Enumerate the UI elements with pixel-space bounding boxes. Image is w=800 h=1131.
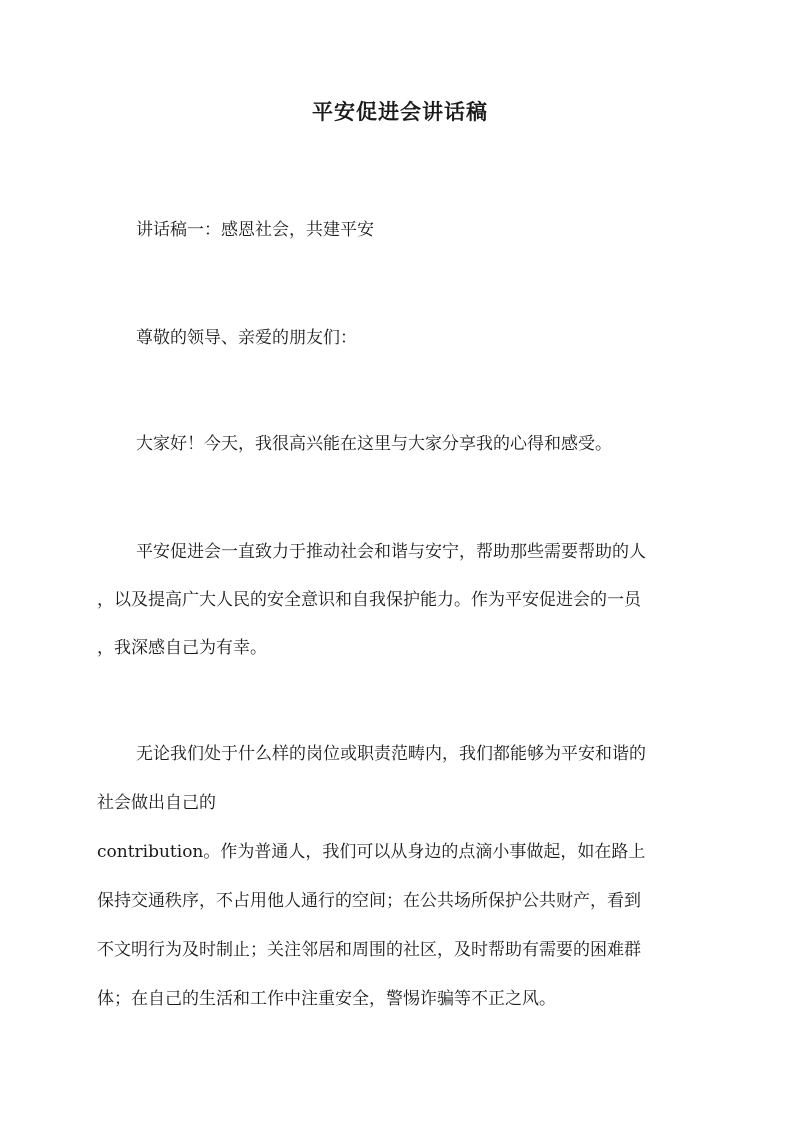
paragraph-line: 保持交通秩序，不占用他人通行的空间；在公共场所保护公共财产，看到 <box>97 891 641 911</box>
paragraph-line: 不文明行为及时制止；关注邻居和周围的社区，及时帮助有需要的困难群 <box>97 940 641 960</box>
salutation: 尊敬的领导、亲爱的朋友们： <box>136 328 357 348</box>
paragraph-line: 无论我们处于什么样的岗位或职责范畴内，我们都能够为平安和谐的 <box>136 744 646 764</box>
paragraph-line: ，我深感自己为有幸。 <box>97 638 267 658</box>
paragraph-line: ，以及提高广大人民的安全意识和自我保护能力。作为平安促进会的一员 <box>97 590 641 610</box>
paragraph-line: 社会做出自己的 <box>97 793 216 813</box>
paragraph-line: contribution。作为普通人，我们可以从身边的点滴小事做起，如在路上 <box>97 842 646 862</box>
paragraph-line: 体；在自己的生活和工作中注重安全，警惕诈骗等不正之风。 <box>97 989 556 1009</box>
speech-subtitle: 讲话稿一：感恩社会，共建平安 <box>136 220 374 240</box>
greeting-paragraph: 大家好！今天，我很高兴能在这里与大家分享我的心得和感受。 <box>136 434 612 454</box>
document-title: 平安促进会讲话稿 <box>312 99 488 124</box>
paragraph-line: 平安促进会一直致力于推动社会和谐与安宁，帮助那些需要帮助的人 <box>136 542 646 562</box>
